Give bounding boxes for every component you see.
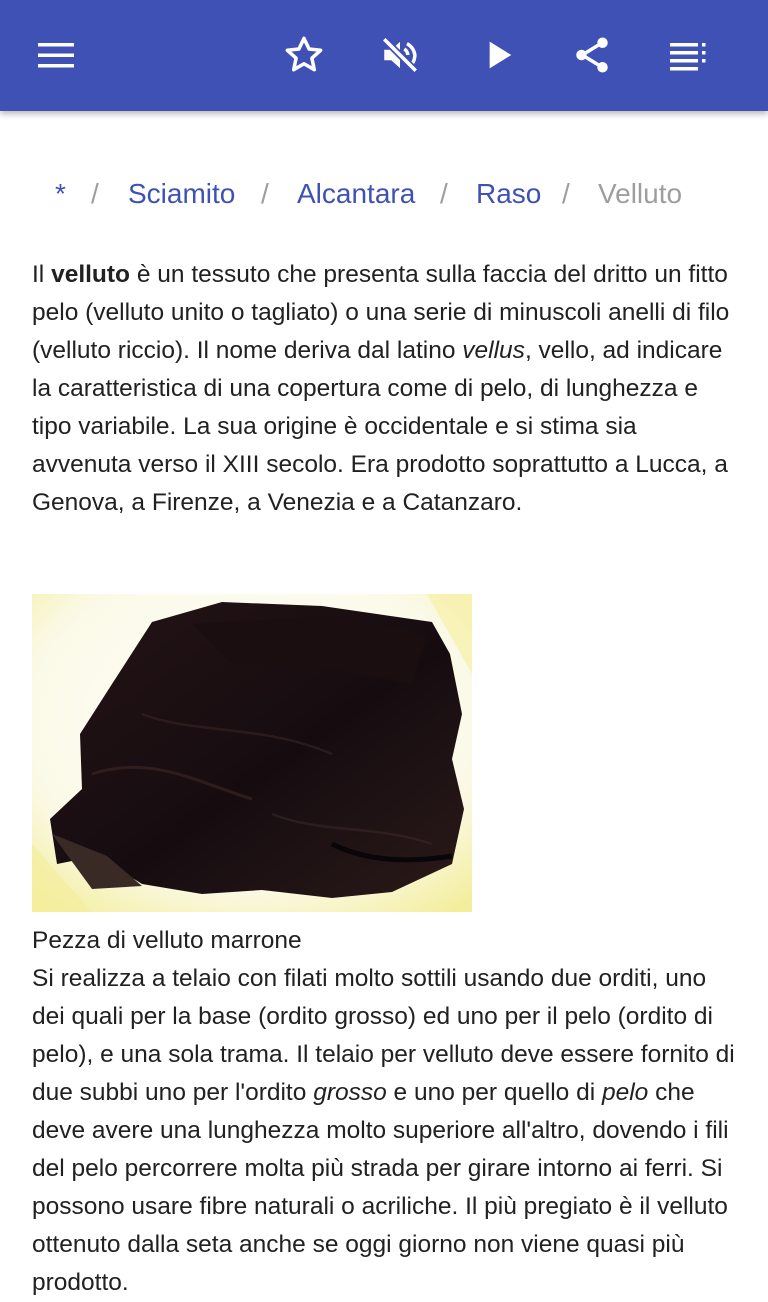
velvet-fabric-photo	[32, 594, 472, 912]
favorite-button[interactable]	[276, 27, 332, 83]
image-caption: Pezza di velluto marrone	[32, 927, 302, 954]
emphasis-pelo: pelo	[601, 1079, 649, 1106]
breadcrumb-separator: /	[562, 178, 570, 209]
intro-lead: Il	[32, 261, 52, 288]
production-text-c: che deve avere una lunghezza molto superiore all'altro, dovendo i fili del pelo percorrere molta più strada per girare intorno ai ferri. Si possono usare fibre naturali o acriliche. Il più pregiato è il velluto ottenuto dalla seta anche se oggi giorno non viene quasi più prodotto.	[32, 1079, 729, 1296]
production-text-b: e uno per quello di	[386, 1079, 602, 1106]
star-outline-icon	[283, 34, 325, 76]
breadcrumb	[0, 178, 768, 218]
emphasis-grosso: grosso	[313, 1079, 387, 1106]
mute-button[interactable]	[372, 27, 428, 83]
breadcrumb-link-sciamito[interactable]: Sciamito	[128, 178, 236, 209]
menu-icon	[36, 35, 76, 75]
article-image[interactable]	[32, 594, 472, 912]
latin-term: vellus	[462, 337, 525, 364]
breadcrumb-current: Velluto	[598, 178, 683, 209]
breadcrumb-separator: /	[440, 178, 448, 209]
breadcrumb-link-raso[interactable]: Raso	[476, 178, 542, 209]
breadcrumb-link-alcantara[interactable]: Alcantara	[297, 178, 416, 209]
intro-text-a: è un tessuto che presenta sulla faccia del dritto un fitto pelo (velluto unito o tagliato) o una serie di minuscoli anelli di filo (velluto riccio). Il nome deriva dal latino	[32, 261, 730, 364]
volume-off-icon	[379, 34, 421, 76]
intro-text-b: , vello, ad indicare la caratteristica di una copertura come di pelo, di lunghezza e tipo variabile. La sua origine è occidentale e si stima sia avvenuta verso il XIII secolo. Era prodotto soprattutto a Lucca, a Genova, a Firenze, a Venezia e a Catanzaro.	[32, 337, 728, 516]
breadcrumb-separator: /	[91, 178, 99, 209]
production-text-a: Si realizza a telaio con filati molto sottili usando due orditi, uno dei quali per la base (ordito grosso) ed uno per il pelo (ordito di pelo), e una sola trama. Il telaio per velluto deve essere fornito di due subbi uno per l'ordito	[32, 965, 735, 1106]
play-icon	[478, 35, 518, 75]
share-icon	[571, 34, 613, 76]
term-velluto: velluto	[51, 261, 131, 288]
article-paragraph-production	[32, 960, 738, 1302]
menu-button[interactable]	[28, 27, 84, 83]
breadcrumb-home-link[interactable]: *	[55, 178, 66, 209]
app-bar	[0, 0, 768, 111]
playlist-icon	[668, 35, 708, 75]
contents-button[interactable]	[660, 27, 716, 83]
article-paragraph-intro	[32, 256, 738, 522]
breadcrumb-separator: /	[261, 178, 269, 209]
play-button[interactable]	[470, 27, 526, 83]
share-button[interactable]	[564, 27, 620, 83]
